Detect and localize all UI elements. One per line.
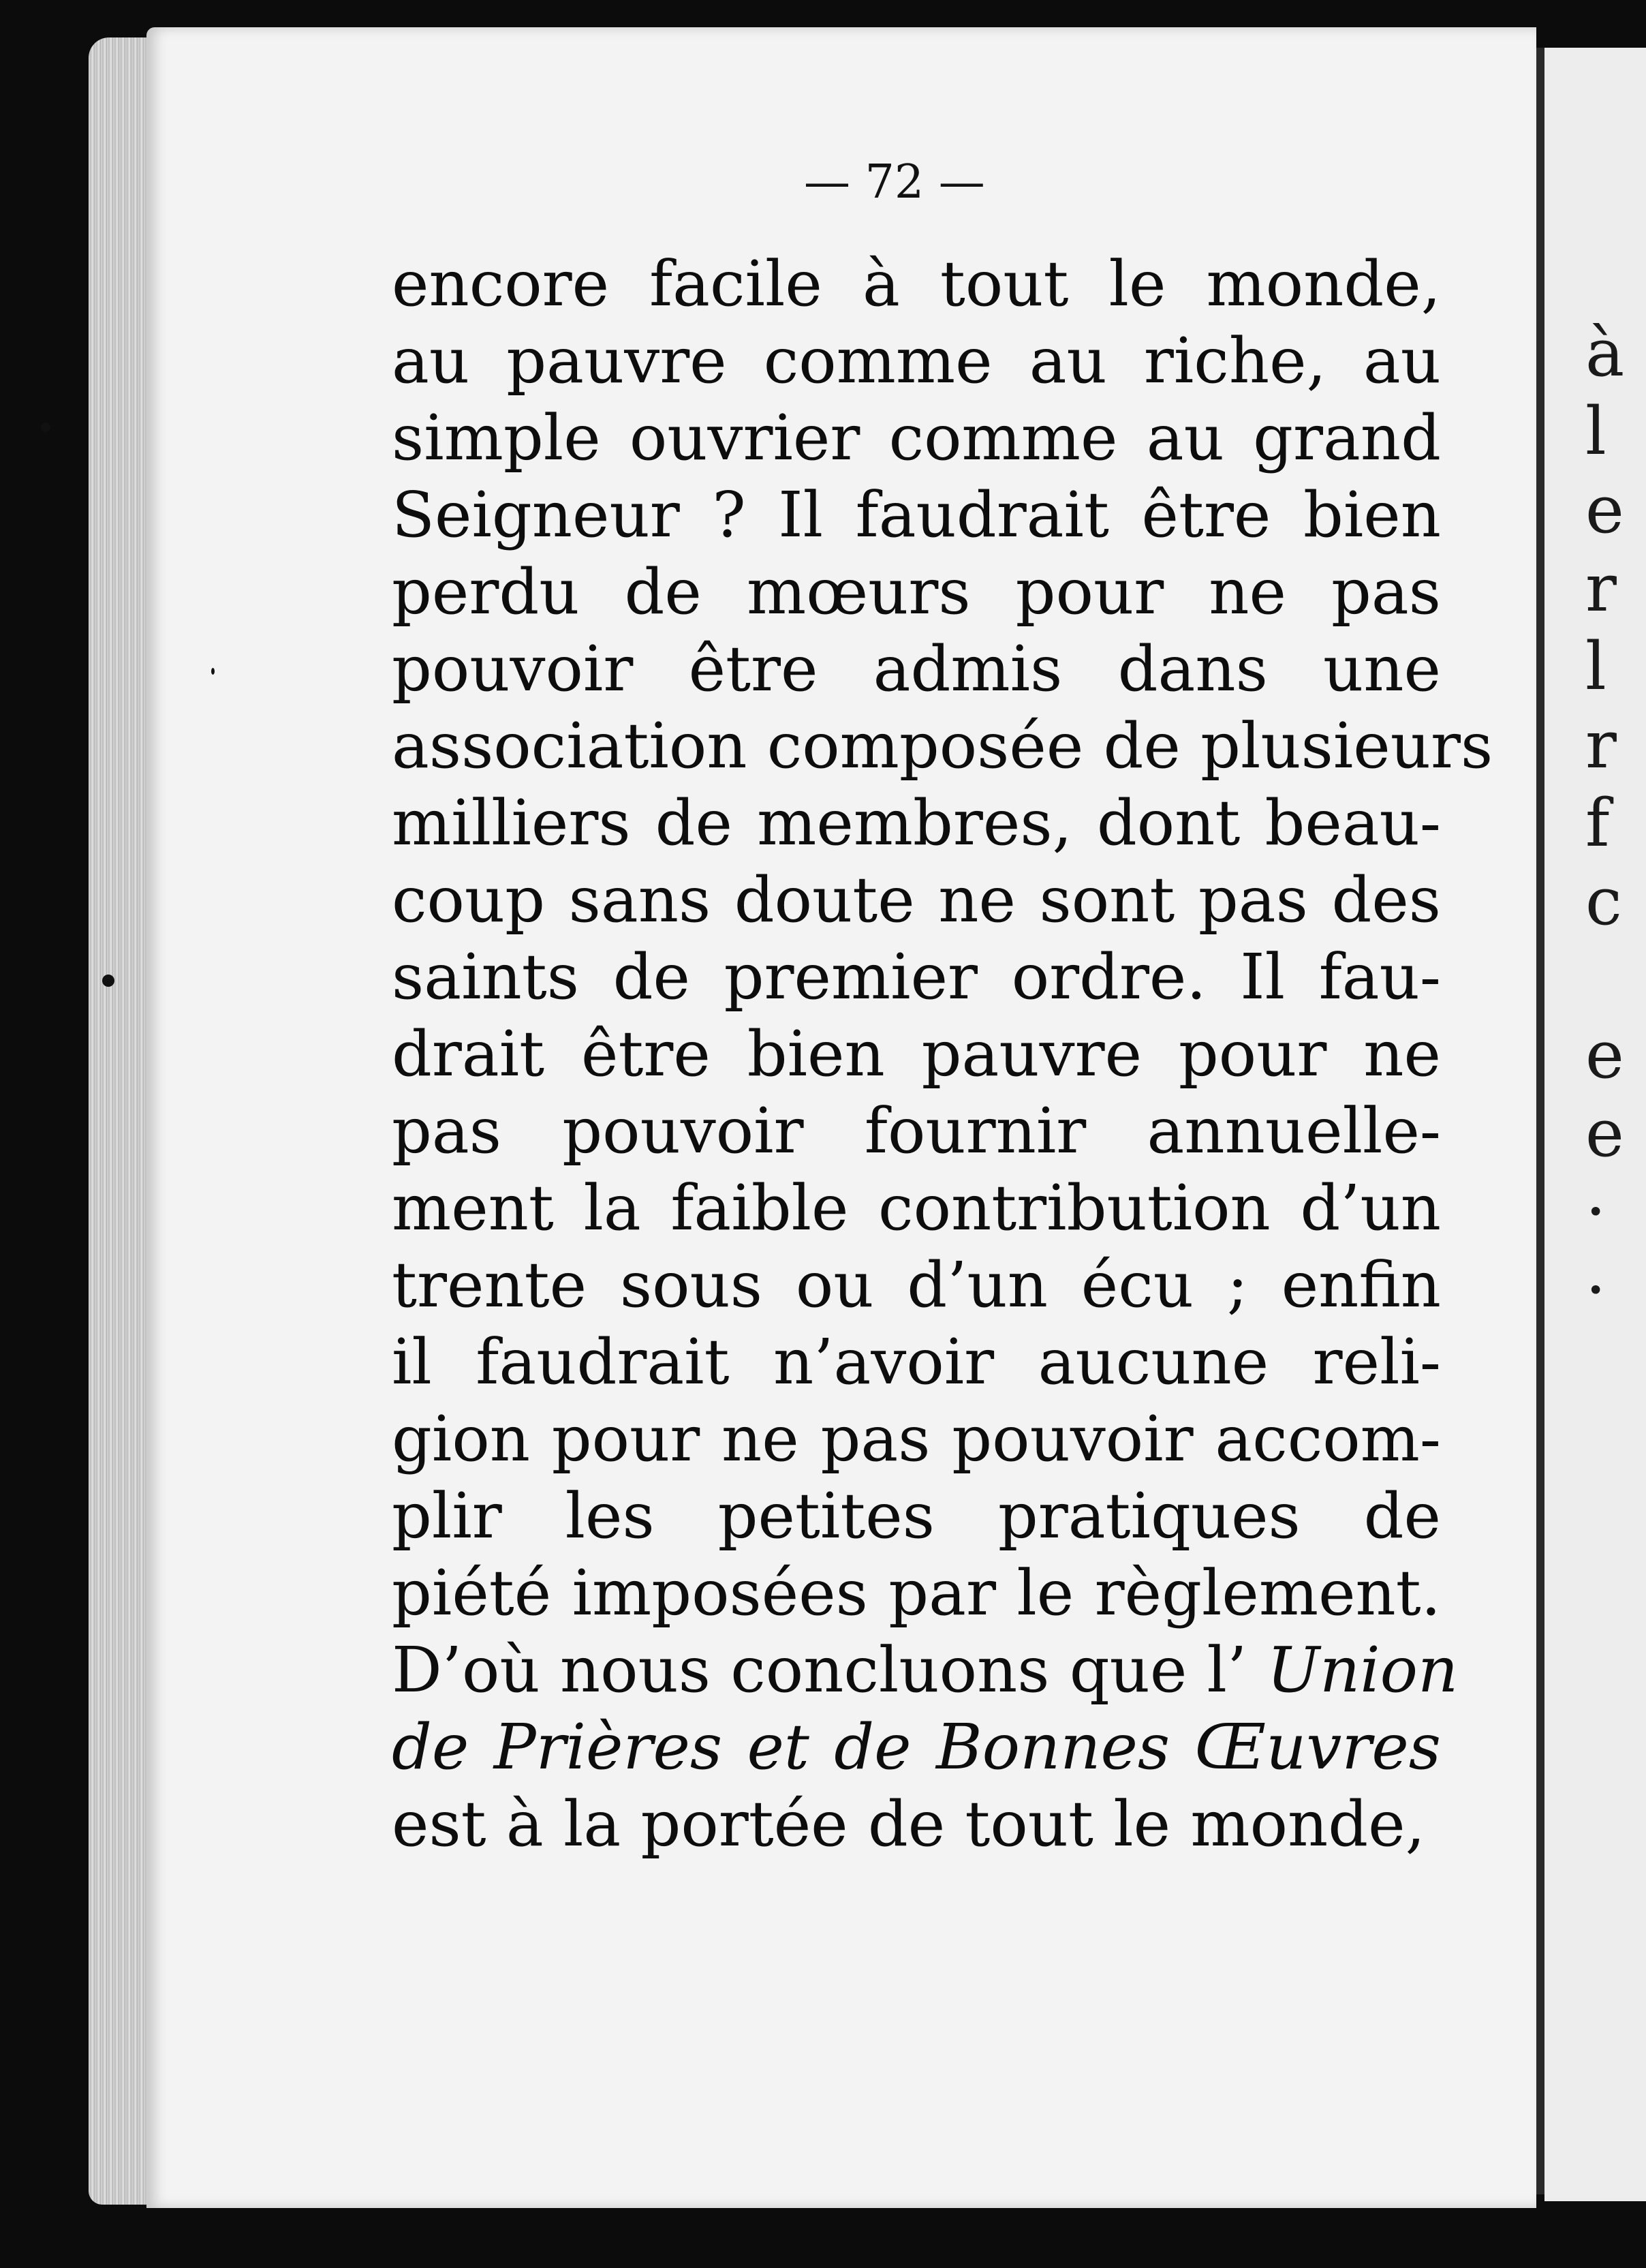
facing-page-char: e: [1585, 1095, 1624, 1171]
text-line: [392, 1708, 1441, 1786]
text-line: piété imposées par le règlement.: [392, 1557, 1441, 1629]
dust-speck: [211, 668, 215, 675]
text-run: D’où nous concluons que l’: [392, 1634, 1267, 1706]
facing-page-char: c: [1585, 863, 1622, 940]
text-line: gion pour ne pas pouvoir accom-: [392, 1403, 1441, 1475]
text-line: association composée de plusieurs: [392, 709, 1493, 782]
text-line: pas pouvoir fournir annuelle-: [392, 1094, 1441, 1167]
text-line: ment la faible contribution d’un: [392, 1171, 1441, 1244]
text-line: il faudrait n’avoir aucune reli-: [392, 1325, 1441, 1398]
dust-speck: [41, 423, 50, 432]
text-line: saints de premier ordre. Il fau-: [392, 940, 1441, 1013]
text-line: drait être bien pauvre pour ne: [392, 1017, 1441, 1090]
facing-page-char: l: [1585, 628, 1606, 705]
text-line: Seigneur ? Il faudrait être bien: [392, 478, 1441, 551]
italic-title-run: Union: [1267, 1634, 1459, 1706]
text-line: milliers de membres, dont beau-: [392, 786, 1441, 859]
dust-speck: [102, 975, 114, 987]
body-text: [392, 245, 1493, 1863]
facing-page-char: ·: [1585, 1174, 1606, 1250]
book-gutter: [1536, 48, 1544, 2194]
text-line: simple ouvrier comme au grand: [392, 401, 1441, 474]
facing-page-char: f: [1585, 785, 1610, 861]
facing-page-char: l: [1585, 393, 1606, 470]
italic-title-run: de Prières et de Bonnes Œuvres: [392, 1711, 1441, 1783]
text-line: [392, 1631, 1459, 1708]
facing-page-char: r: [1585, 550, 1617, 626]
text-line: plir les petites pratiques de: [392, 1480, 1441, 1552]
facing-page-char: ·: [1585, 1252, 1606, 1328]
facing-page-edge: [1544, 48, 1646, 2201]
text-line: trente sous ou d’un écu ; enfin: [392, 1248, 1441, 1321]
facing-page-char: e: [1585, 472, 1624, 548]
facing-page-char: à: [1585, 315, 1625, 391]
facing-page-char: r: [1585, 707, 1617, 783]
page-number: — 72 —: [804, 155, 985, 209]
text-line: au pauvre comme au riche, au: [392, 324, 1441, 397]
text-line: encore facile à tout le monde,: [392, 247, 1441, 320]
text-line: pouvoir être admis dans une: [392, 632, 1441, 705]
text-line: coup sans doute ne sont pas des: [392, 863, 1441, 936]
text-line: est à la portée de tout le monde,: [392, 1788, 1425, 1860]
text-line: perdu de mœurs pour ne pas: [392, 555, 1441, 628]
facing-page-char: e: [1585, 1017, 1624, 1093]
scan-background: [0, 2208, 1646, 2268]
